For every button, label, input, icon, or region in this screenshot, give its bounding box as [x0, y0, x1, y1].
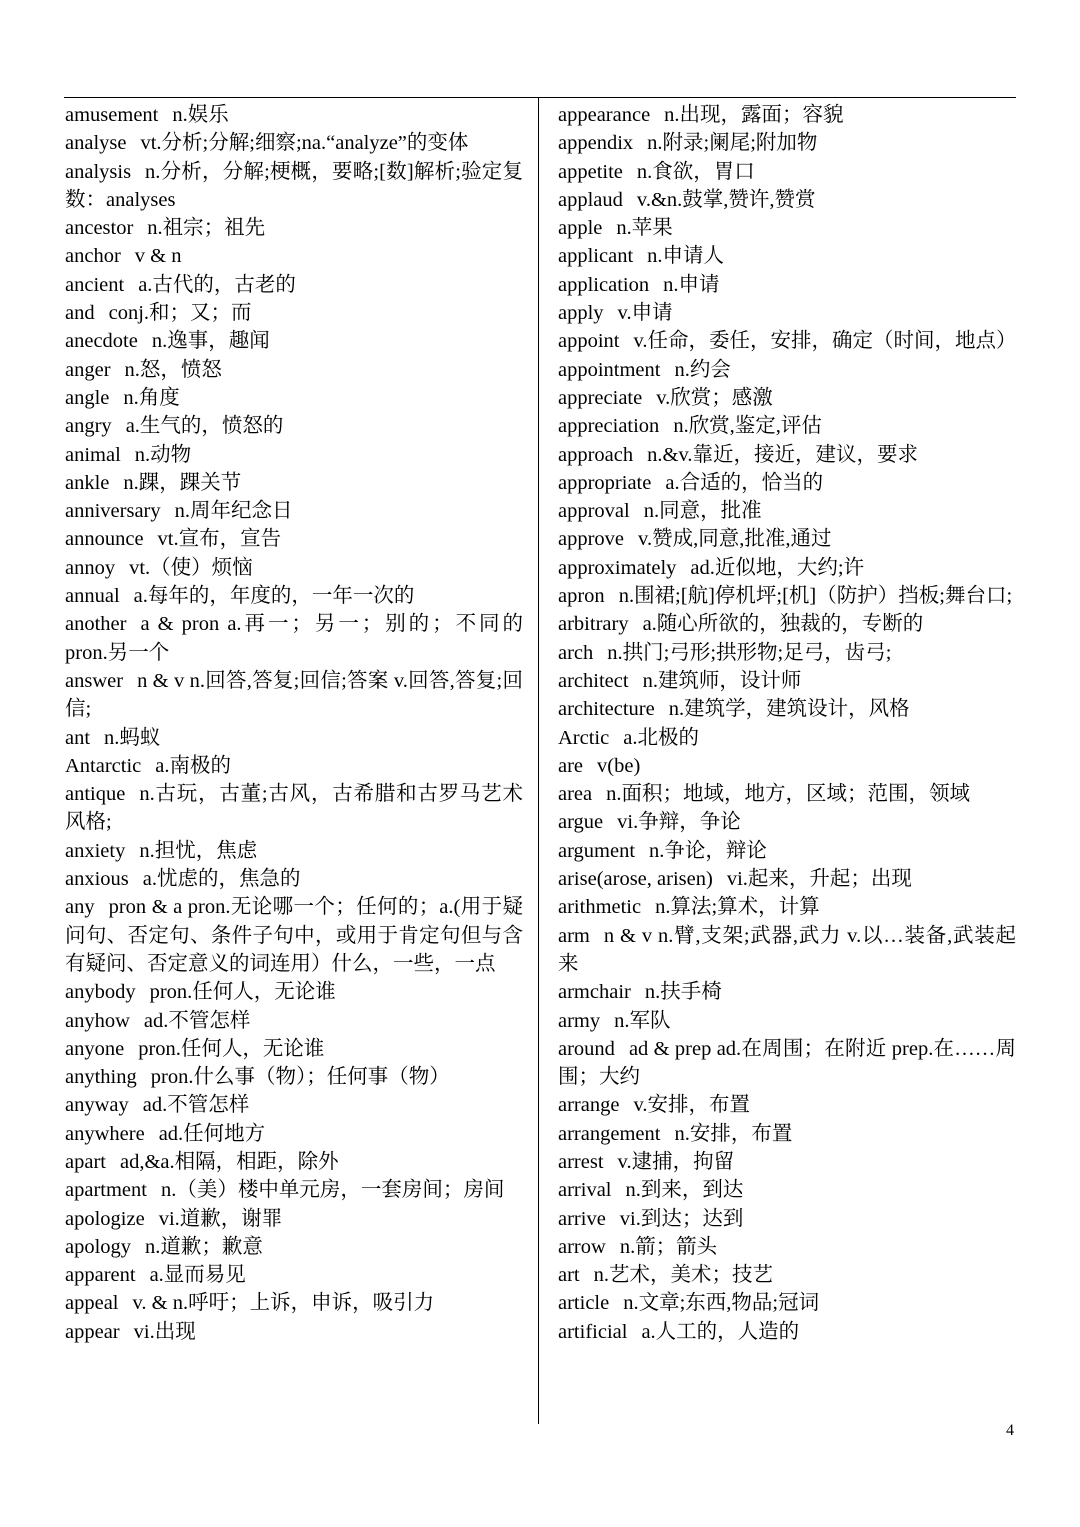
vocab-entry — [65, 865, 523, 893]
entry-word: analysis — [65, 160, 132, 183]
entry-word: apron — [558, 585, 605, 608]
page-number: 4 — [1006, 1422, 1014, 1439]
vocab-entry — [65, 497, 523, 525]
entry-definition: n.逸事，趣闻 — [151, 330, 270, 353]
entry-definition: n.扶手椅 — [644, 981, 722, 1004]
entry-definition: vi.到达；达到 — [619, 1207, 744, 1230]
entry-definition: n.祖宗；祖先 — [147, 217, 266, 240]
vocab-entry — [558, 101, 1016, 129]
entry-word: anyone — [65, 1037, 125, 1060]
entry-word: answer — [65, 669, 124, 692]
entry-definition: n.同意，批准 — [643, 500, 762, 523]
entry-word: ancestor — [65, 217, 134, 240]
vocab-entry — [558, 1289, 1016, 1317]
vocab-entry — [65, 129, 523, 157]
entry-definition: pron.任何人，无论谁 — [138, 1037, 325, 1060]
vocab-entry — [558, 667, 1016, 695]
entry-word: and — [65, 302, 95, 325]
entry-definition: n.分析，分解;梗概，要略;[数]解析;验定复数：analyses — [65, 160, 523, 211]
entry-definition: n.安排，布置 — [674, 1122, 793, 1145]
entry-word: arrest — [558, 1150, 604, 1173]
entry-word: announce — [65, 528, 144, 551]
vocab-entry — [558, 469, 1016, 497]
entry-definition: ad.不管怎样 — [143, 1009, 251, 1032]
header-rule — [64, 97, 1016, 98]
entry-word: apology — [65, 1235, 132, 1258]
entry-definition: vt.宣布，宣告 — [157, 528, 282, 551]
entry-definition: n.拱门;弓形;拱形物;足弓，齿弓; — [607, 641, 892, 664]
entry-word: article — [558, 1292, 610, 1315]
entry-word: anecdote — [65, 330, 138, 353]
vocab-entry — [558, 299, 1016, 327]
vocab-entry — [65, 1289, 523, 1317]
entry-word: arrange — [558, 1094, 620, 1117]
entry-word: applaud — [558, 188, 623, 211]
entry-word: analyse — [65, 132, 127, 155]
entry-definition: a.人工的，人造的 — [641, 1320, 800, 1343]
entry-definition: n.动物 — [134, 443, 192, 466]
vocab-entry — [65, 582, 523, 610]
entry-word: arch — [558, 641, 594, 664]
entry-definition: a.随心所欲的，独裁的，专断的 — [642, 613, 924, 636]
vocab-entry — [558, 893, 1016, 921]
entry-word: approval — [558, 500, 630, 523]
entry-word: armchair — [558, 981, 631, 1004]
vocab-entry — [558, 922, 1016, 979]
entry-definition: n.文章;东西,物品;冠词 — [623, 1292, 820, 1315]
entry-word: anywhere — [65, 1122, 145, 1145]
entry-word: appropriate — [558, 471, 652, 494]
entry-definition: n.食欲，胃口 — [636, 160, 755, 183]
vocab-entry — [65, 158, 523, 215]
entry-word: appetite — [558, 160, 623, 183]
vocab-entry — [65, 101, 523, 129]
vocab-entry — [558, 412, 1016, 440]
entry-word: arbitrary — [558, 613, 629, 636]
entry-definition: a.忧虑的，焦急的 — [142, 868, 301, 891]
vocab-entry — [65, 242, 523, 270]
vocab-entry — [65, 469, 523, 497]
vocab-entry — [558, 1176, 1016, 1204]
vocab-entry — [558, 752, 1016, 780]
entry-word: antique — [65, 783, 126, 806]
entry-word: approve — [558, 528, 625, 551]
entry-word: applicant — [558, 245, 634, 268]
vocab-entry — [65, 1233, 523, 1261]
entry-word: anyway — [65, 1094, 129, 1117]
entry-word: approximately — [558, 556, 677, 579]
column-divider — [538, 98, 539, 1424]
entry-word: ant — [65, 726, 91, 749]
entry-word: art — [558, 1264, 580, 1287]
vocab-entry — [558, 1205, 1016, 1233]
entry-word: arrangement — [558, 1122, 661, 1145]
vocab-entry — [65, 610, 523, 667]
entry-definition: a.南极的 — [155, 754, 231, 777]
vocab-entry — [558, 554, 1016, 582]
vocab-entry — [558, 582, 1016, 610]
vocab-entry — [65, 1091, 523, 1119]
entry-definition: a.北极的 — [623, 726, 699, 749]
vocab-entry — [558, 639, 1016, 667]
entry-definition: vi.争辩，争论 — [617, 811, 741, 834]
entry-definition: n.道歉；歉意 — [145, 1235, 263, 1258]
entry-word: are — [558, 754, 584, 777]
entry-definition: n.（美）楼中单元房，一套房间；房间 — [160, 1179, 505, 1202]
vocab-entry — [558, 271, 1016, 299]
vocab-entry — [558, 158, 1016, 186]
entry-definition: a.生气的，愤怒的 — [125, 415, 284, 438]
vocab-entry — [65, 1063, 523, 1091]
vocab-entry — [558, 1233, 1016, 1261]
entry-word: appointment — [558, 358, 661, 381]
vocab-entry — [65, 724, 523, 752]
entry-definition: a & pron a.再一；另一；别的；不同的 pron.另一个 — [65, 613, 523, 664]
vocab-entry — [65, 1205, 523, 1233]
vocab-entry — [558, 384, 1016, 412]
entry-word: animal — [65, 443, 121, 466]
entry-word: arrival — [558, 1179, 612, 1202]
entry-definition: n.附录;阑尾;附加物 — [647, 132, 818, 155]
entry-definition: a.每年的，年度的，一年一次的 — [133, 585, 415, 608]
entry-word: ankle — [65, 471, 110, 494]
entry-definition: n.约会 — [674, 358, 731, 381]
vocab-entry — [65, 1035, 523, 1063]
entry-word: appendix — [558, 132, 634, 155]
vocab-entry — [65, 893, 523, 978]
vocab-entry — [558, 242, 1016, 270]
vocab-entry — [65, 780, 523, 837]
vocab-entry — [65, 327, 523, 355]
entry-word: artificial — [558, 1320, 628, 1343]
vocab-entry — [558, 610, 1016, 638]
entry-word: appearance — [558, 104, 651, 126]
entry-definition: vi.起来，升起；出现 — [726, 868, 912, 891]
entry-word: another — [65, 613, 127, 636]
entry-definition: n.苹果 — [616, 217, 673, 240]
vocab-entry — [65, 554, 523, 582]
entry-definition: n.蚂蚁 — [104, 726, 161, 749]
entry-definition: v.任命，委任，安排，确定（时间，地点） — [633, 330, 1017, 353]
entry-word: Antarctic — [65, 754, 142, 777]
entry-definition: vt.分析;分解;细察;na.“analyze”的变体 — [140, 132, 469, 155]
vocab-entry — [65, 299, 523, 327]
vocab-entry — [558, 1120, 1016, 1148]
entry-definition: a.合适的，恰当的 — [665, 471, 824, 494]
entry-definition: n.出现，露面；容貌 — [664, 104, 844, 126]
entry-definition: n.&v.靠近，接近，建议，要求 — [647, 443, 918, 466]
vocab-entry — [65, 978, 523, 1006]
vocab-entry — [65, 412, 523, 440]
vocab-entry — [65, 271, 523, 299]
entry-definition: pron & a pron.无论哪一个；任何的；a.(用于疑问句、否定句、条件子句中，或用于肯定句但与含有疑问、否定意义的词连用）什么，一些，一点 — [65, 896, 523, 975]
entry-definition: a.古代的，古老的 — [138, 273, 296, 296]
entry-word: apple — [558, 217, 603, 240]
entry-definition: v.申请 — [617, 302, 673, 325]
entry-definition: vi.道歉，谢罪 — [158, 1207, 283, 1230]
vocab-entry — [558, 497, 1016, 525]
entry-word: annoy — [65, 556, 116, 579]
vocab-entry — [65, 214, 523, 242]
entry-word: arm — [558, 924, 590, 947]
vocab-entry — [558, 1318, 1016, 1346]
entry-word: argue — [558, 811, 604, 834]
entry-definition: v. & n.呼吁；上诉，申诉，吸引力 — [132, 1292, 435, 1315]
entry-definition: ad.任何地方 — [158, 1122, 266, 1145]
entry-word: ancient — [65, 273, 125, 296]
entry-word: approach — [558, 443, 634, 466]
entry-word: apparent — [65, 1264, 136, 1287]
entry-word: anxiety — [65, 839, 126, 862]
entry-word: any — [65, 896, 95, 919]
entry-word: apartment — [65, 1179, 147, 1202]
entry-word: apologize — [65, 1207, 145, 1230]
vocab-entry — [558, 837, 1016, 865]
vocab-entry — [558, 129, 1016, 157]
entry-definition: v.欣赏；感激 — [656, 386, 773, 409]
entry-word: architecture — [558, 698, 655, 721]
vocab-entry — [558, 1035, 1016, 1092]
vocab-entry — [65, 441, 523, 469]
entry-definition: n.申请人 — [647, 245, 725, 268]
entry-word: anxious — [65, 868, 129, 891]
entry-word: anybody — [65, 981, 136, 1004]
vocab-entry — [558, 978, 1016, 1006]
entry-definition: v.赞成,同意,批准,通过 — [638, 528, 832, 551]
entry-definition: v(be) — [597, 754, 641, 777]
entry-definition: n & v n.回答,答复;回信;答案 v.回答,答复;回信; — [65, 669, 523, 721]
entry-definition: n.欣赏,鉴定,评估 — [673, 415, 822, 438]
entry-definition: pron.任何人，无论谁 — [149, 981, 336, 1004]
entry-definition: n.面积；地域，地方，区域；范围，领域 — [606, 783, 970, 806]
entry-definition: ad,&a.相隔，相距，除外 — [119, 1150, 339, 1173]
entry-definition: v.&n.鼓掌,赞许,赞赏 — [636, 188, 816, 211]
vocab-entry — [65, 1318, 523, 1346]
entry-definition: ad.不管怎样 — [142, 1094, 250, 1117]
entry-definition: n.怒，愤怒 — [124, 358, 222, 381]
entry-definition: n & v n.臂,支架;武器,武力 v.以…装备,武装起来 — [558, 924, 1016, 975]
entry-word: annual — [65, 585, 120, 608]
entry-definition: n.角度 — [123, 386, 180, 409]
entry-definition: n.争论，辩论 — [649, 839, 767, 862]
left-word-column — [65, 101, 523, 1346]
vocab-entry — [65, 384, 523, 412]
vocab-entry — [558, 780, 1016, 808]
vocab-entry — [65, 837, 523, 865]
entry-definition: ad & prep ad.在周围；在附近 prep.在……周围；大约 — [558, 1037, 1016, 1089]
vocab-entry — [558, 724, 1016, 752]
entry-word: appreciate — [558, 386, 643, 409]
vocab-entry — [65, 1261, 523, 1289]
vocab-entry — [558, 214, 1016, 242]
entry-definition: vt.（使）烦恼 — [129, 556, 253, 579]
entry-definition: n.军队 — [614, 1009, 671, 1032]
entry-definition: n.古玩，古董;古风，古希腊和古罗马艺术风格; — [65, 783, 523, 834]
vocab-entry — [65, 1176, 523, 1204]
vocab-entry — [65, 356, 523, 384]
entry-word: apart — [65, 1150, 106, 1173]
entry-definition: v.逮捕，拘留 — [617, 1150, 735, 1173]
vocab-entry — [65, 525, 523, 553]
vocab-entry — [65, 667, 523, 724]
entry-word: angry — [65, 415, 112, 438]
entry-word: arithmetic — [558, 896, 642, 919]
entry-word: application — [558, 273, 650, 296]
entry-definition: v.安排，布置 — [633, 1094, 750, 1117]
entry-word: arise(arose, arisen) — [558, 868, 713, 891]
entry-definition: n.算法;算术，计算 — [655, 896, 820, 919]
entry-definition: n.周年纪念日 — [174, 500, 293, 523]
entry-word: appeal — [65, 1292, 119, 1315]
entry-word: appoint — [558, 330, 620, 353]
vocab-entry — [558, 1007, 1016, 1035]
entry-word: area — [558, 783, 593, 806]
entry-definition: n.艺术，美术；技艺 — [593, 1264, 773, 1287]
vocab-entry — [558, 1261, 1016, 1289]
entry-word: appreciation — [558, 415, 660, 438]
vocab-entry — [558, 695, 1016, 723]
entry-definition: n.箭；箭头 — [619, 1235, 718, 1258]
entry-word: argument — [558, 839, 636, 862]
entry-definition: ad.近似地，大约;许 — [690, 556, 865, 579]
vocab-entry — [558, 186, 1016, 214]
vocab-entry — [558, 441, 1016, 469]
entry-word: arrow — [558, 1235, 606, 1258]
entry-word: apply — [558, 302, 604, 325]
vocab-entry — [65, 1148, 523, 1176]
vocab-entry — [558, 865, 1016, 893]
vocab-entry — [558, 1091, 1016, 1119]
vocab-entry — [65, 1120, 523, 1148]
entry-word: arrive — [558, 1207, 606, 1230]
vocab-entry — [65, 752, 523, 780]
entry-definition: conj.和；又；而 — [108, 302, 252, 325]
entry-definition: v & n — [134, 245, 182, 268]
vocab-entry — [558, 356, 1016, 384]
entry-definition: n.娱乐 — [172, 104, 229, 126]
entry-word: anger — [65, 358, 111, 381]
vocab-entry — [558, 327, 1016, 355]
entry-definition: n.踝，踝关节 — [123, 471, 242, 494]
entry-word: anyhow — [65, 1009, 130, 1032]
entry-word: around — [558, 1037, 615, 1060]
vocab-entry — [558, 808, 1016, 836]
entry-word: amusement — [65, 104, 159, 126]
entry-definition: n.建筑学，建筑设计，风格 — [668, 698, 910, 721]
entry-definition: pron.什么事（物）；任何事（物） — [150, 1066, 450, 1089]
entry-word: army — [558, 1009, 601, 1032]
entry-definition: n.到来，到达 — [625, 1179, 744, 1202]
right-word-column — [558, 101, 1016, 1346]
entry-definition: n.围裙;[航]停机坪;[机]（防护）挡板;舞台口; — [618, 585, 1013, 608]
entry-word: anchor — [65, 245, 121, 268]
entry-definition: vi.出现 — [133, 1320, 196, 1343]
vocab-entry — [65, 1007, 523, 1035]
entry-word: Arctic — [558, 726, 610, 749]
entry-word: angle — [65, 386, 110, 409]
entry-definition: n.担忧，焦虑 — [139, 839, 258, 862]
entry-word: appear — [65, 1320, 120, 1343]
vocab-entry — [558, 525, 1016, 553]
entry-definition: n.申请 — [663, 273, 720, 296]
entry-word: anything — [65, 1066, 137, 1089]
vocab-entry — [558, 1148, 1016, 1176]
entry-definition: a.显而易见 — [149, 1264, 246, 1287]
entry-word: architect — [558, 669, 629, 692]
entry-word: anniversary — [65, 500, 161, 523]
entry-definition: n.建筑师，设计师 — [642, 669, 802, 692]
